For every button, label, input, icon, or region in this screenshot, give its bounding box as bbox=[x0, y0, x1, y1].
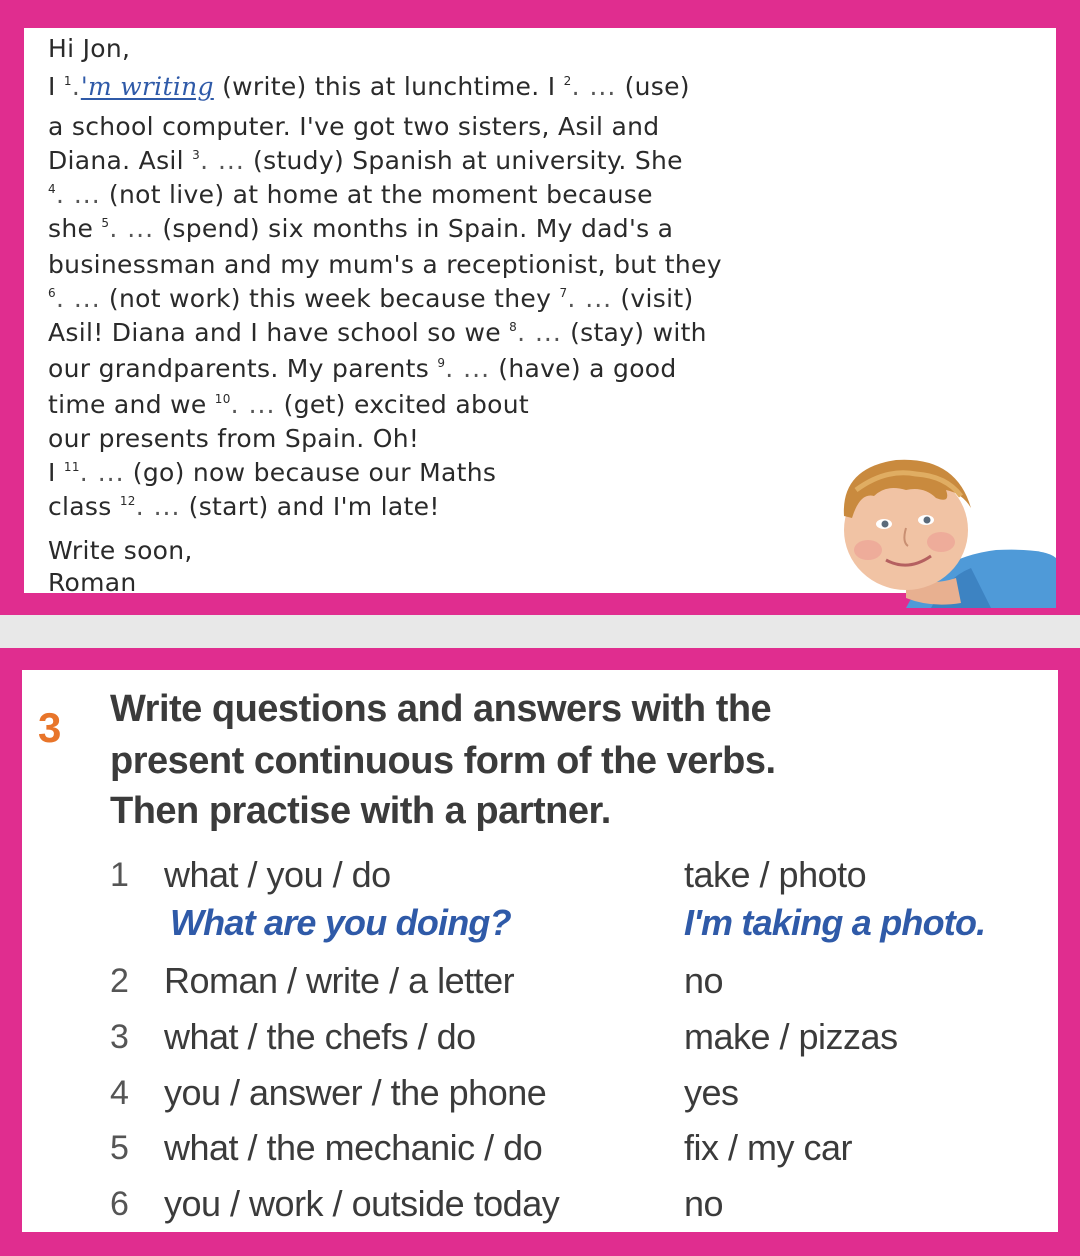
gap-number: 4 bbox=[48, 182, 56, 196]
letter-text: (not work) this week because they bbox=[100, 284, 560, 313]
letter-closing: Write soon, bbox=[48, 536, 193, 565]
gap-number: 5 bbox=[101, 216, 110, 230]
letter-text: our grandparents. My parents bbox=[48, 354, 438, 383]
gap-blank: . ... bbox=[567, 284, 613, 313]
gap-number: 11 bbox=[63, 460, 80, 474]
example-answer: I'm taking a photo. bbox=[684, 902, 986, 943]
letter-text: time and we bbox=[48, 390, 215, 419]
letter-text: (visit) bbox=[612, 284, 694, 313]
letter-text: I bbox=[48, 458, 64, 487]
gap-number: 3 bbox=[192, 148, 201, 162]
letter-text: (get) excited about bbox=[275, 390, 529, 419]
boy-photo bbox=[756, 438, 1056, 608]
instruction-line: Then practise with a partner. bbox=[110, 790, 611, 832]
letter-line bbox=[48, 458, 496, 487]
letter-text: a school computer. I've got two sisters, Asil and bbox=[48, 112, 660, 141]
example-gap-answer: 'm writing bbox=[80, 72, 214, 101]
letter-text: I bbox=[48, 72, 64, 101]
gap-number: 1 bbox=[63, 74, 72, 88]
instruction-line: Write questions and answers with the bbox=[110, 688, 772, 730]
letter-text: she bbox=[48, 214, 102, 243]
item-prompt: Roman / write / a letter bbox=[164, 960, 515, 1001]
item-number: 2 bbox=[110, 962, 129, 1000]
letter-greeting: Hi Jon, bbox=[48, 34, 131, 63]
exercise-panel bbox=[0, 648, 1080, 1256]
item-number: 4 bbox=[110, 1074, 129, 1112]
letter-panel bbox=[0, 0, 1080, 615]
gap-blank: . ... bbox=[79, 458, 125, 487]
item-number: 3 bbox=[110, 1018, 129, 1056]
item-prompt: you / work / outside today bbox=[164, 1183, 560, 1224]
item-prompt: what / the chefs / do bbox=[164, 1016, 476, 1057]
letter-text: class bbox=[48, 492, 120, 521]
letter-line bbox=[48, 318, 707, 347]
item-prompt: you / answer / the phone bbox=[164, 1072, 547, 1113]
letter-text: (have) a good bbox=[490, 354, 677, 383]
letter-text: (not live) at home at the moment because bbox=[100, 180, 653, 209]
letter-line bbox=[48, 390, 529, 419]
letter-line bbox=[48, 284, 694, 313]
item-number: 1 bbox=[110, 856, 129, 894]
gap-blank: . ... bbox=[445, 354, 491, 383]
gap-blank: . ... bbox=[55, 284, 101, 313]
item-answer-prompt: no bbox=[684, 1183, 724, 1224]
item-prompt: what / you / do bbox=[164, 854, 391, 895]
gap-blank: . ... bbox=[109, 214, 155, 243]
letter-line bbox=[48, 424, 419, 453]
gap-blank: . ... bbox=[200, 146, 245, 175]
item-answer-prompt: fix / my car bbox=[684, 1127, 853, 1168]
letter-text: (stay) with bbox=[561, 318, 707, 347]
gap-blank: . ... bbox=[135, 492, 181, 521]
letter-text: Diana. Asil bbox=[48, 146, 193, 175]
item-answer-prompt: no bbox=[684, 960, 724, 1001]
gap-blank: . ... bbox=[230, 390, 276, 419]
letter-text: (write) this at lunchtime. I bbox=[213, 72, 564, 101]
letter-line bbox=[48, 492, 440, 521]
gap-blank: . ... bbox=[517, 318, 562, 347]
gap-number: 9 bbox=[437, 356, 446, 370]
item-number: 6 bbox=[110, 1185, 129, 1223]
letter-line bbox=[48, 354, 677, 383]
letter-text: our presents from Spain. Oh! bbox=[48, 424, 420, 453]
letter-line bbox=[48, 146, 683, 175]
letter-text: Asil! Diana and I have school so we bbox=[48, 318, 510, 347]
letter-signature: Roman bbox=[48, 568, 137, 597]
item-answer-prompt: make / pizzas bbox=[684, 1016, 898, 1057]
item-prompt: what / the mechanic / do bbox=[164, 1127, 543, 1168]
gap-number: 12 bbox=[119, 494, 136, 508]
gap-number: 8 bbox=[509, 320, 518, 334]
letter-text: (spend) six months in Spain. My dad's a bbox=[154, 214, 674, 243]
gap-blank: . ... bbox=[571, 72, 617, 101]
gap-number: 2 bbox=[563, 74, 572, 88]
item-answer-prompt: take / photo bbox=[684, 854, 867, 895]
letter-line bbox=[48, 214, 673, 243]
item-number: 5 bbox=[110, 1129, 129, 1167]
item-answer-prompt: yes bbox=[684, 1072, 739, 1113]
letter-line bbox=[48, 250, 722, 279]
letter-text: (use) bbox=[616, 72, 690, 101]
letter-text: businessman and my mum's a receptionist, but they bbox=[48, 250, 722, 279]
gap-blank: . bbox=[71, 72, 81, 101]
letter-text: (study) Spanish at university. She bbox=[244, 146, 683, 175]
gap-number: 6 bbox=[48, 286, 56, 300]
gap-number: 10 bbox=[214, 392, 231, 406]
letter-line bbox=[48, 112, 659, 141]
gap-blank: . ... bbox=[55, 180, 101, 209]
letter-text: (go) now because our Maths bbox=[124, 458, 497, 487]
gap-number: 7 bbox=[559, 286, 568, 300]
example-question: What are you doing? bbox=[170, 902, 511, 943]
instruction-line: present continuous form of the verbs. bbox=[110, 740, 776, 782]
exercise-number: 3 bbox=[38, 704, 62, 751]
letter-line bbox=[48, 72, 690, 101]
letter-line bbox=[48, 180, 653, 209]
letter-text: (start) and I'm late! bbox=[180, 492, 440, 521]
